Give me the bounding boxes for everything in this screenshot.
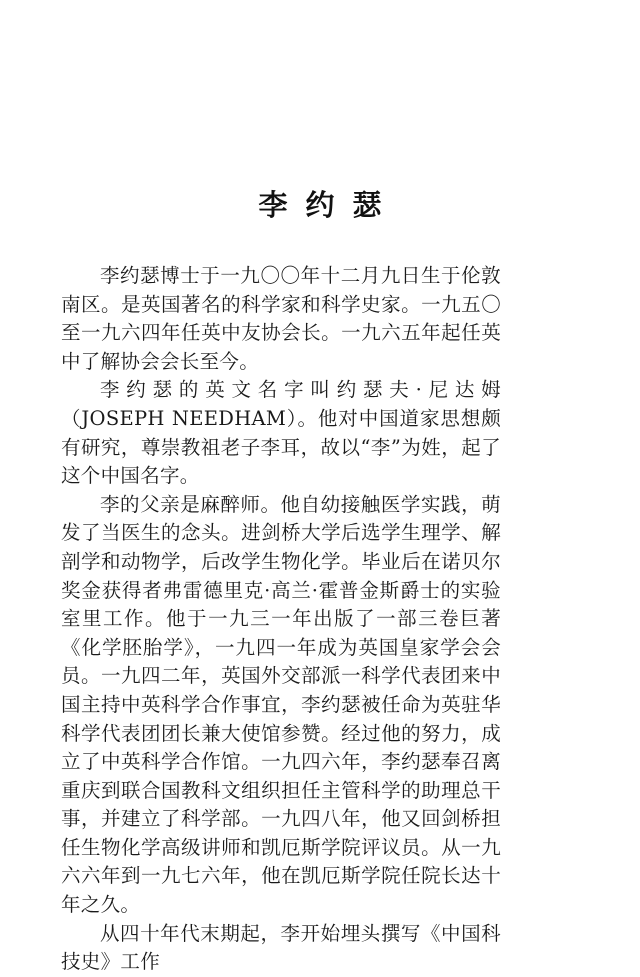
body-text <box>61 262 501 977</box>
paragraph-3: 李的父亲是麻醉师。他自幼接触医学实践，萌发了当医生的念头。进剑桥大学后选学生理学、解剖学和动物学，后改学生物化学。毕业后在诺贝尔奖金获得者弗雷德里克·高兰·霍普金斯爵士的实验室里工作。他于一九三一年出版了一部三卷巨著《化学胚胎学》，一九四一年成为英国皇家学会会员。一九四二年，英国外交部派一科学代表团来中国主持中英科学合作事宜，李约瑟被任命为英驻华科学代表团团长兼大使馆参赞。经过他的努力，成立了中英科学合作馆。一九四六年，李约瑟奉召离重庆到联合国教科文组织担任主管科学的助理总干事，并建立了科学部。一九四八年，他又回剑桥担任生物化学高级讲师和凯厄斯学院评议员。从一九六六年到一九七六年，他在凯厄斯学院任院长达十年之久。 <box>61 492 501 917</box>
page-title: 李约瑟 <box>258 188 400 222</box>
paragraph-1: 李约瑟博士于一九〇〇年十二月九日生于伦敦南区。是英国著名的科学家和科学史家。一九五〇至一九六四年任英中友协会长。一九六五年起任英中了解协会会长至今。 <box>61 264 501 373</box>
paragraph-4: 从四十年代末期起，李开始埋头撰写《中国科技史》工作 <box>61 921 501 974</box>
paragraph-2: 李约瑟的英文名字叫约瑟夫·尼达姆（JOSEPH NEEDHAM）。他对中国道家思想颇有研究，尊崇教祖老子李耳，故以“李”为姓，起了这个中国名字。 <box>61 378 501 488</box>
